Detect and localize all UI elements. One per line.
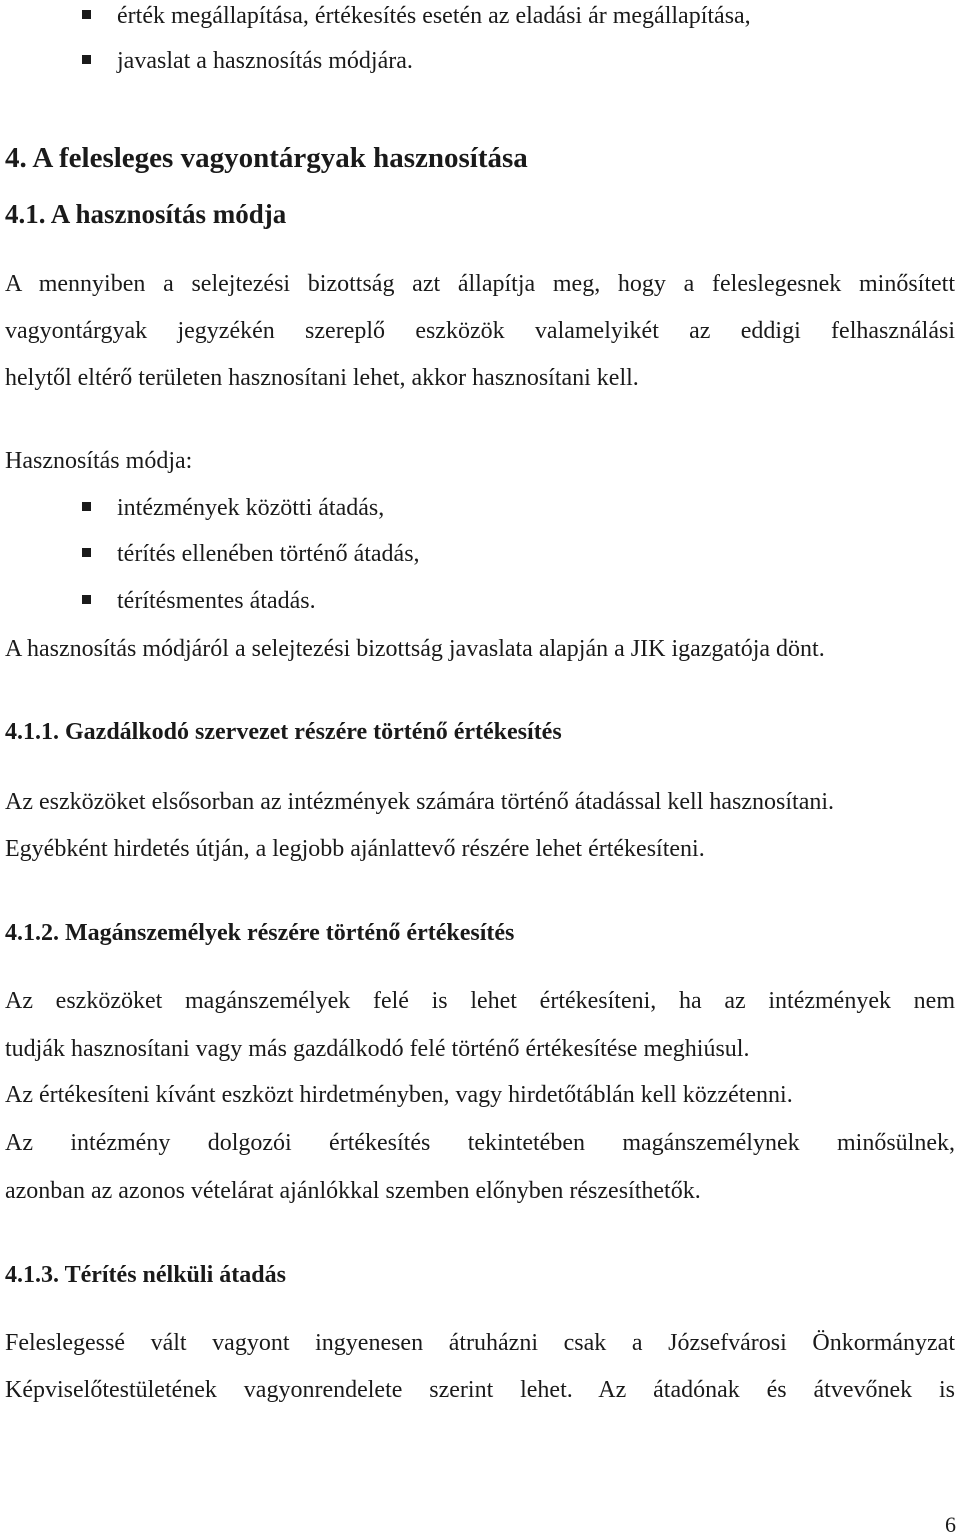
subsection-heading: 4.1.3. Térítés nélküli átadás	[5, 1262, 286, 1288]
square-bullet-icon	[82, 502, 91, 511]
paragraph-line: Az eszközöket magánszemélyek felé is lehet értékesíteni, ha az intézmények nem	[5, 988, 955, 1014]
subsection-heading: 4.1. A hasznosítás módja	[5, 199, 287, 229]
paragraph-line: tudják hasznosítani vagy más gazdálkodó felé történő értékesítése meghiúsul.	[5, 1036, 750, 1062]
modes-label: Hasznosítás módja:	[5, 448, 193, 474]
paragraph-line: A hasznosítás módjáról a selejtezési bizottság javaslata alapján a JIK igazgatója dönt.	[5, 636, 825, 662]
list-item-text: javaslat a hasznosítás módjára.	[117, 48, 413, 74]
paragraph-line: azonban az azonos vételárat ajánlókkal szemben előnyben részesíthetők.	[5, 1178, 701, 1204]
list-item-text: érték megállapítása, értékesítés esetén az eladási ár megállapítása,	[117, 3, 751, 29]
paragraph-line: Az intézmény dolgozói értékesítés tekintetében magánszemélynek minősülnek,	[5, 1130, 955, 1156]
square-bullet-icon	[82, 595, 91, 604]
paragraph-line: Az értékesíteni kívánt eszközt hirdetményben, vagy hirdetőtáblán kell közzétenni.	[5, 1082, 793, 1108]
paragraph-line: Képviselőtestületének vagyonrendelete szerint lehet. Az átadónak és átvevőnek is	[5, 1377, 955, 1403]
paragraph-line: A mennyiben a selejtezési bizottság azt állapítja meg, hogy a feleslegesnek minősített	[5, 271, 955, 297]
list-item-text: intézmények közötti átadás,	[117, 495, 385, 521]
page-number: 6	[945, 1512, 956, 1537]
paragraph-line: Egyébként hirdetés útján, a legjobb ajánlattevő részére lehet értékesíteni.	[5, 836, 705, 862]
paragraph-line: helytől eltérő területen hasznosítani lehet, akkor hasznosítani kell.	[5, 365, 639, 391]
paragraph-line: Feleslegessé vált vagyont ingyenesen átruházni csak a Józsefvárosi Önkormányzat	[5, 1330, 955, 1356]
list-item-text: térítésmentes átadás.	[117, 588, 316, 614]
subsection-heading: 4.1.2. Magánszemélyek részére történő értékesítés	[5, 920, 515, 946]
list-item-text: térítés ellenében történő átadás,	[117, 541, 420, 567]
square-bullet-icon	[82, 10, 91, 19]
square-bullet-icon	[82, 55, 91, 64]
paragraph-line: vagyontárgyak jegyzékén szereplő eszközök valamelyikét az eddigi felhasználási	[5, 318, 955, 344]
subsection-heading: 4.1.1. Gazdálkodó szervezet részére történő értékesítés	[5, 719, 562, 745]
section-heading: 4. A felesleges vagyontárgyak hasznosítása	[5, 142, 528, 174]
square-bullet-icon	[82, 548, 91, 557]
paragraph-line: Az eszközöket elsősorban az intézmények számára történő átadással kell hasznosítani.	[5, 789, 835, 815]
